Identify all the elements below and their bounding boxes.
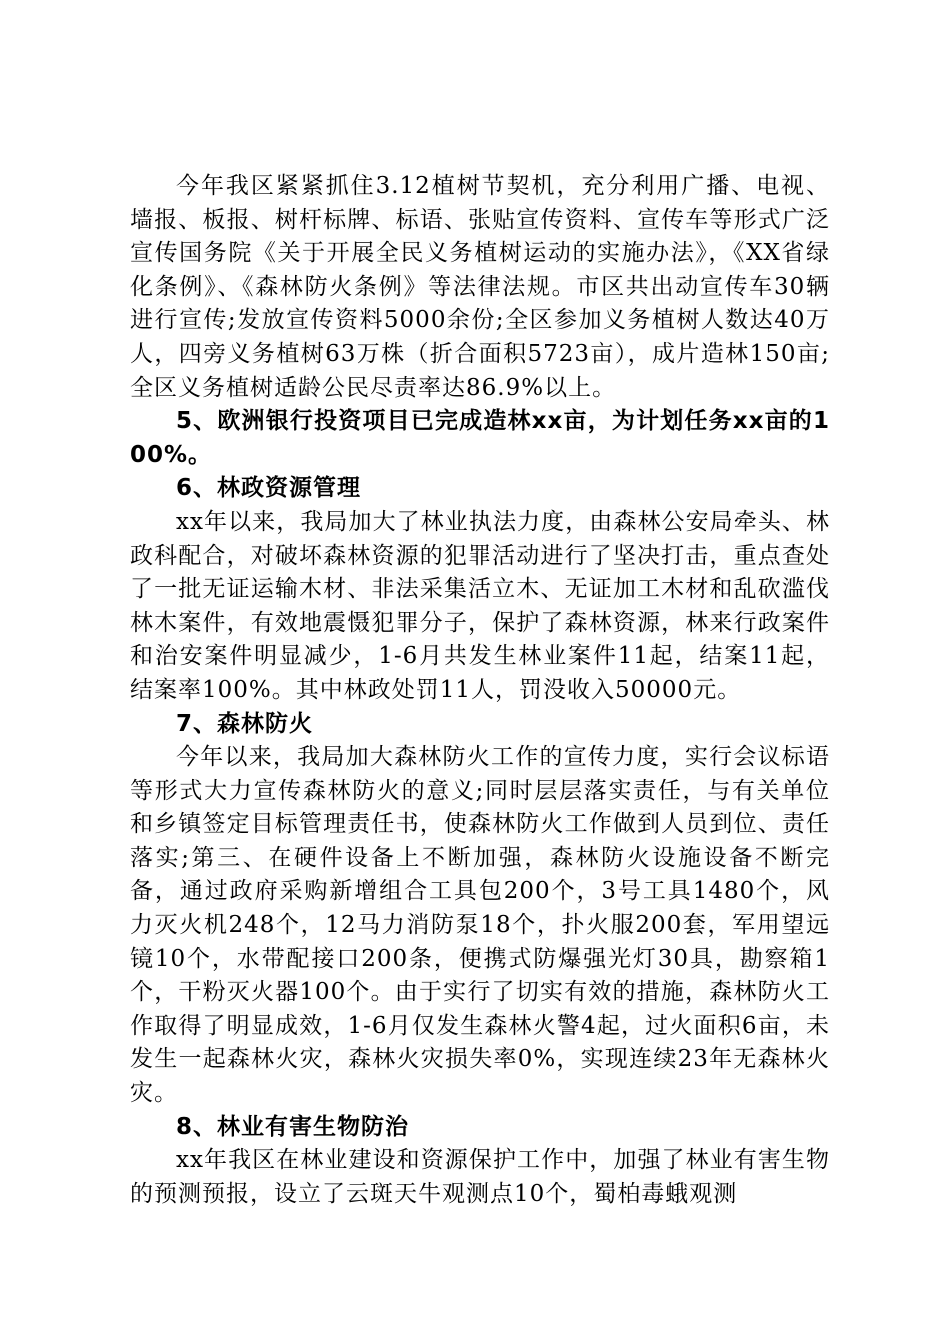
document-page [130,170,830,1211]
heading-pest-control: 8、林业有害生物防治 [176,1113,410,1140]
heading-forest-fire-prevention: 7、森林防火 [176,710,314,737]
paragraph-tree-planting-campaign: 今年我区紧紧抓住3.12植树节契机，充分利用广播、电视、墙报、板报、树杆标牌、标语、张贴宣传资料、宣传车等形式广泛宣传国务院《关于开展全民义务植树运动的实施办法》，《XX省绿化条例》、《森林防火条例》等法律法规。市区共出动宣传车30辆进行宣传;发放宣传资料5000余份;全区参加义务植树人数达40万人，四旁义务植树63万株（折合面积5723亩），成片造林150亩;全区义务植树适龄公民尽责率达86.9%以上。 [130,173,830,401]
heading-forest-resource-management: 6、林政资源管理 [176,475,362,502]
paragraph-fire-prevention-work: 今年以来，我局加大森林防火工作的宣传力度，实行会议标语等形式大力宣传森林防火的意义;同时层层落实责任，与有关单位和乡镇签定目标管理责任书，使森林防火工作做到人员到位、责任落实;第三、在硬件设备上不断加强，森林防火设施设备不断完备，通过政府采购新增组合工具包200个，3号工具1480个，风力灭火机248个，12马力消防泵18个，扑火服200套，军用望远镜10个，水带配接口200条，便携式防爆强光灯30具，勘察箱1个，干粉灭火器100个。由于实行了切实有效的措施，森林防火工作取得了明显成效，1-6月仅发生森林火警4起，过火面积6亩，未发生一起森林火灾，森林火灾损失率0%，实现连续23年无森林火灾。 [130,744,830,1107]
paragraph-pest-monitoring: xx年我区在林业建设和资源保护工作中，加强了林业有害生物的预测预报，设立了云斑天牛观测点10个，蜀柏毒蛾观测 [130,1147,830,1207]
paragraph-forest-law-enforcement: xx年以来，我局加大了林业执法力度，由森林公安局牵头、林政科配合，对破坏森林资源的犯罪活动进行了坚决打击，重点查处了一批无证运输木材、非法采集活立木、无证加工木材和乱砍滥伐林木案件，有效地震慑犯罪分子，保护了森林资源，林来行政案件和治安案件明显减少，1-6月共发生林业案件11起，结案11起，结案率100%。其中林政处罚11人，罚没收入50000元。 [130,508,830,703]
heading-european-bank-project: 5、欧洲银行投资项目已完成造林xx亩，为计划任务xx亩的100%。 [130,408,830,468]
